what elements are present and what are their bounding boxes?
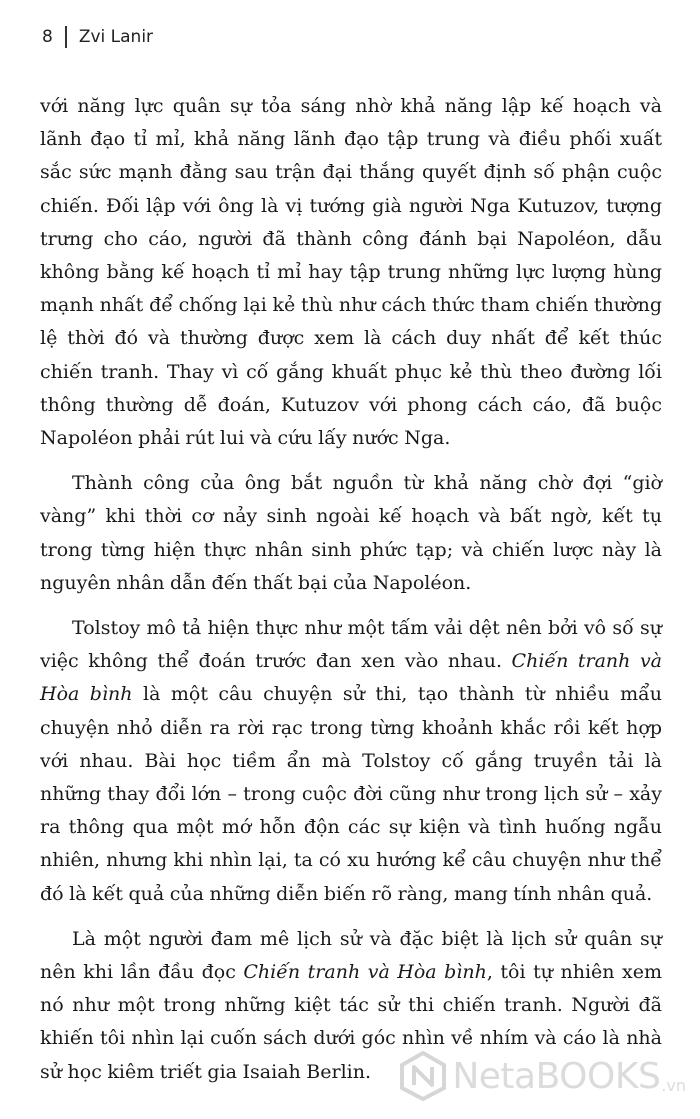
netabooks-logo-icon <box>400 1051 446 1101</box>
watermark-domain-suffix: .vn <box>661 1076 686 1095</box>
netabooks-watermark <box>400 1051 686 1101</box>
running-header <box>42 22 153 52</box>
watermark-brand-text: NetaBOOKS <box>452 1055 661 1097</box>
paragraph-4-text-a: Là một người đam mê lịch sử và đặc biệt là lịch sử quân sự nên khi lần đầu đọc <box>40 927 662 984</box>
page-number: 8 <box>42 27 53 47</box>
book-title-italic: Chiến tranh và Hòa bình <box>40 650 663 706</box>
page-body <box>40 90 662 1101</box>
paragraph-4-text-b: , tôi tự nhiên xem nó như một trong những kiệt tác sử thi chiến tranh. Người đã khiến tôi nhìn lại cuốn sách dưới góc nhìn về nhím và cáo là nhà sử học kiêm triết gia Isaiah Berlin. <box>40 961 662 1083</box>
header-divider <box>65 26 67 48</box>
paragraph-3 <box>40 612 662 911</box>
paragraph-3-text-b: là một câu chuyện sử thi, tạo thành từ nhiều mẩu chuyện nhỏ diễn ra rời rạc trong từng khoảnh khắc rồi kết hợp với nhau. Bài học tiềm ẩn mà Tolstoy cố gắng truyền tải là những thay đổi lớn – trong cuộc đời cũng như trong lịch sử – xảy ra thông qua một mớ hỗn độn các sự kiện và tình huống ngẫu nhiên, nhưng khi nhìn lại, ta có xu hướng kể câu chuyện như thể đó là kết quả của những diễn biến rõ ràng, mang tính nhân quả. <box>40 683 663 905</box>
paragraph-1: với năng lực quân sự tỏa sáng nhờ khả năng lập kế hoạch và lãnh đạo tỉ mỉ, khả năng lãnh đạo tập trung và điều phối xuất sắc sức mạnh đằng sau trận đại thắng quyết định số phận cuộc chiến. Đối lập với ông là vị tướng già người Nga Kutuzov, tượng trưng cho cáo, người đã thành công đánh bại Napoléon, dẫu không bằng kế hoạch tỉ mỉ hay tập trung những lực lượng hùng mạnh nhất để chống lại kẻ thù như cách thức tham chiến thường lệ thời đó và thường được xem là cách duy nhất để kết thúc chiến tranh. Thay vì cố gắng khuất phục kẻ thù theo đường lối thông thường dễ đoán, Kutuzov với phong cách cáo, đã buộc Napoléon phải rút lui và cứu lấy nước Nga. <box>40 95 662 450</box>
author-name: Zvi Lanir <box>78 27 154 47</box>
book-title-italic: Chiến tranh và Hòa bình <box>243 961 487 984</box>
paragraph-3-text-a: Tolstoy mô tả hiện thực như một tấm vải dệt nên bởi vô số sự việc không thể đoán trước đan xen vào nhau. <box>40 617 662 673</box>
paragraph-2: Thành công của ông bắt nguồn từ khả năng chờ đợi “giờ vàng” khi thời cơ nảy sinh ngoài kế hoạch và bất ngờ, kết tụ trong từng hiện thực nhân sinh phức tạp; và chiến lược này là nguyên nhân dẫn đến thất bại của Napoléon. <box>40 472 662 594</box>
